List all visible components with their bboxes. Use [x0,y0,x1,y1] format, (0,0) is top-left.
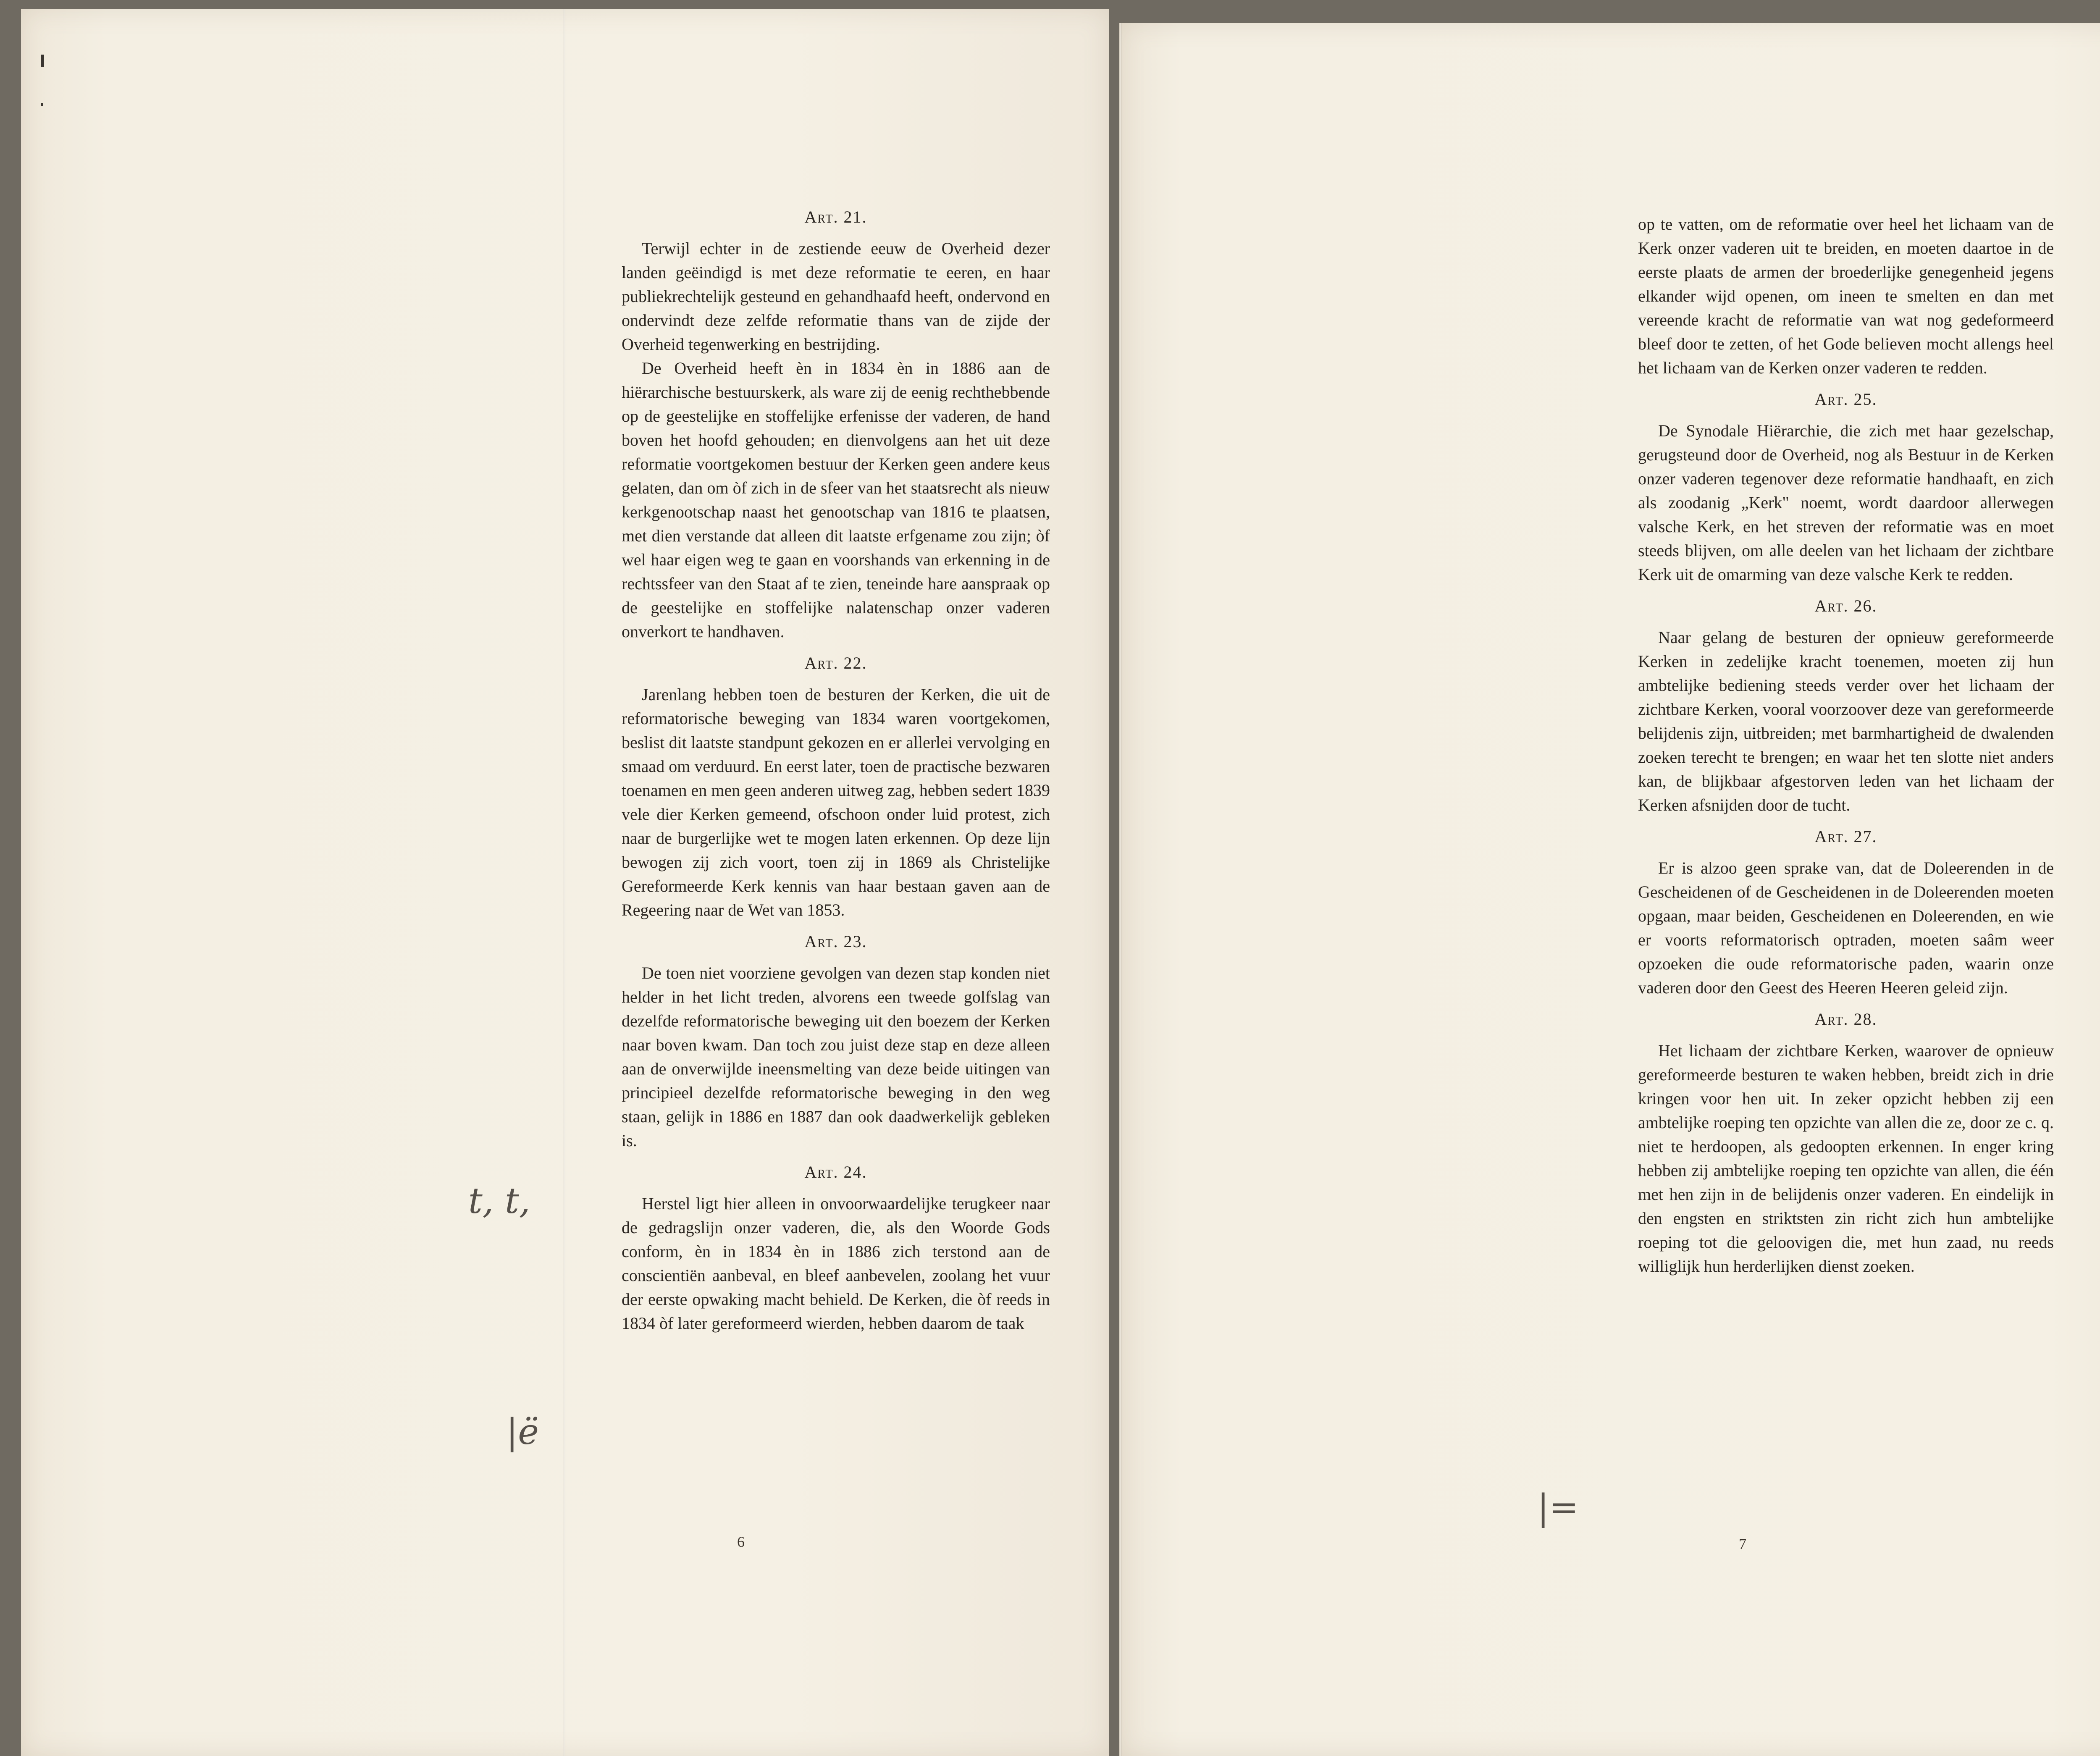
article-23-heading: Art. 23. [804,932,867,951]
article-25-paragraph: De Synodale Hiërarchie, die zich met haar gezelschap, gerugsteund door de Overheid, nog als Bestuur in de Kerken onzer vaderen tegenover deze reformatie handhaaft, en zich als zoodanig „Kerk" noemt, wordt daardoor allerwegen valsche Kerk, en het streven der reformatie was en moet steeds blijven, om alle deelen van het lichaam der zichtbare Kerk uit de omarming van deze valsche Kerk te redden. [1638,421,2054,584]
article-27-paragraph: Er is alzoo geen sprake van, dat de Doleerenden in de Gescheidenen of de Gescheidenen in de Doleerenden moeten opgaan, maar beiden, Gescheidenen en Doleerenden, en wie er voorts reformatorisch optraden, moeten saâm weer opzoeken die oude reformatorische paden, waarin onze vaderen door den Geest des Heeren Heeren geleid zijn. [1638,858,2054,997]
article-28-heading: Art. 28. [1814,1010,1877,1029]
edge-mark [41,55,44,67]
right-page-fold [1119,23,1122,1756]
left-page-number: 6 [737,1533,745,1550]
edge-mark [41,103,43,106]
margin-annotation: t, t, [468,1180,530,1221]
bleed-through-text [1193,235,1428,538]
left-text-column [622,197,1050,1335]
article-27-heading: Art. 27. [1814,827,1877,846]
article-21-paragraph-1: Terwijl echter in de zestiende eeuw de Overheid dezer landen geëindigd is met deze reformatie te eeren, en haar publiekrechtelijk gesteund en gehandhaafd heeft, ondervond en ondervindt deze zelfde reformatie thans van de zijde der Overheid tegenwerking en bestrijding. [622,239,1050,354]
right-page-number: 7 [1739,1536,1746,1552]
article-22-heading: Art. 22. [804,654,867,672]
article-22-paragraph: Jarenlang hebben toen de besturen der Kerken, die uit de reformatorische beweging van 1834 waren voortgekomen, beslist dit laatste standpunt gekozen en er allerlei vervolging en smaad om verduurd. En eerst later, toen de practische bezwaren toenamen en men geen anderen uitweg zag, hebben sedert 1839 vele dier Kerken gemeend, ofschoon onder luid protest, zich naar de burgerlijke wet te mogen laten erkennen. Op deze lijn bewogen zij zich voort, toen zij in 1869 als Christelijke Gereformeerde Kerk kennis van haar bestaan gaven aan de Regeering naar de Wet van 1853. [622,685,1050,919]
article-26-paragraph: Naar gelang de besturen der opnieuw gereformeerde Kerken in zedelijke kracht toenemen, moeten zij hun ambtelijke bediening steeds verder over het lichaam der zichtbare Kerken, vooral voorzoover deze van gereformeerde belijdenis zijn, uitbreiden; met barmhartigheid de dwalenden zoeken terecht te brengen; en waar het ten slotte niet anders kan, de blijkbaar afgestorven leden van het lichaam der Kerken afsnijden door de tucht. [1638,628,2054,814]
margin-annotation: |= [1537,1487,1579,1528]
continuation-paragraph: op te vatten, om de reformatie over heel het lichaam van de Kerk onzer vaderen uit te breiden, en moeten daartoe in de eerste plaats de armen der broederlijke genegenheid jegens elkander wijd openen, om ineen te smelten en dan met vereende kracht de reformatie van wat nog gedeformeerd bleef door te zetten, of het Gode believen mocht allengs heel het lichaam van de Kerken onzer vaderen te redden. [1638,215,2054,377]
article-24-paragraph: Herstel ligt hier alleen in onvoorwaardelijke terugkeer naar de gedragslijn onzer vaderen, die, als den Woorde Gods conform, èn in 1834 èn in 1886 zich terstond aan de conscientiën aanbeval, en bleef aanbevelen, zoolang het vuur der eerste opwaking macht behield. De Kerken, die òf reeds in 1834 òf later gereformeerd wierden, hebben daarom de taak [622,1194,1050,1333]
article-21-heading: Art. 21. [804,207,867,226]
right-text-column [1638,212,2054,1278]
article-24-heading: Art. 24. [804,1163,867,1181]
left-page-fold [563,9,565,1756]
article-28-paragraph: Het lichaam der zichtbare Kerken, waarover de opnieuw gereformeerde besturen te waken hebben, breidt zich in drie kringen voor hen uit. In zeker opzicht hebben zij een ambtelijke roeping ten opzichte van allen die ze, door ze c. q. niet te herdoopen, als gedoopten erkennen. In enger kring hebben zij ambtelijke roeping ten opzichte van allen, die één met hen zijn in de belijdenis onzer vaderen. En eindelijk in den engsten en striktsten zin richt zich hun ambtelijke roeping tot die geloovigen die, met hun zaad, nu reeds williglijk hun herderlijken dienst zoeken. [1638,1041,2054,1276]
article-25-heading: Art. 25. [1814,390,1877,409]
article-26-heading: Art. 26. [1814,596,1877,615]
article-23-paragraph: De toen niet voorziene gevolgen van dezen stap konden niet helder in het licht treden, alvorens een tweede golfslag van dezelfde reformatorische beweging uit den boezem der Kerken naar boven kwam. Dan toch zou juist deze stap en deze alleen aan de onverwijlde ineensmelting van deze beide uitingen van principieel dezelfde reformatorische beweging in den weg staan, gelijk in 1886 en 1887 dan ook daadwerkelijk gebleken is. [622,963,1050,1150]
article-21-paragraph-2: De Overheid heeft èn in 1834 èn in 1886 aan de hiërarchische bestuurskerk, als ware zij de eenig rechthebbende op de geestelijke en stoffelijke erfenisse der vaderen, de hand boven het hoofd gehouden; en dienvolgens aan het uit deze reformatie voortgekomen bestuur der Kerken geen andere keus gelaten, dan om òf zich in de sfeer van het staatsrecht als nieuw kerkgenootschap naast het genootschap van 1816 te plaatsen, met dien verstande dat alleen dit laatste erfgename zou zijn; òf wel haar eigen weg te gaan en voorshands van erkenning in de rechtssfeer van den Staat af te zien, teneinde hare aanspraak op de geestelijke en stoffelijke nalatenschap onzer vaderen onverkort te handhaven. [622,359,1050,641]
margin-annotation: |ë [506,1411,539,1452]
